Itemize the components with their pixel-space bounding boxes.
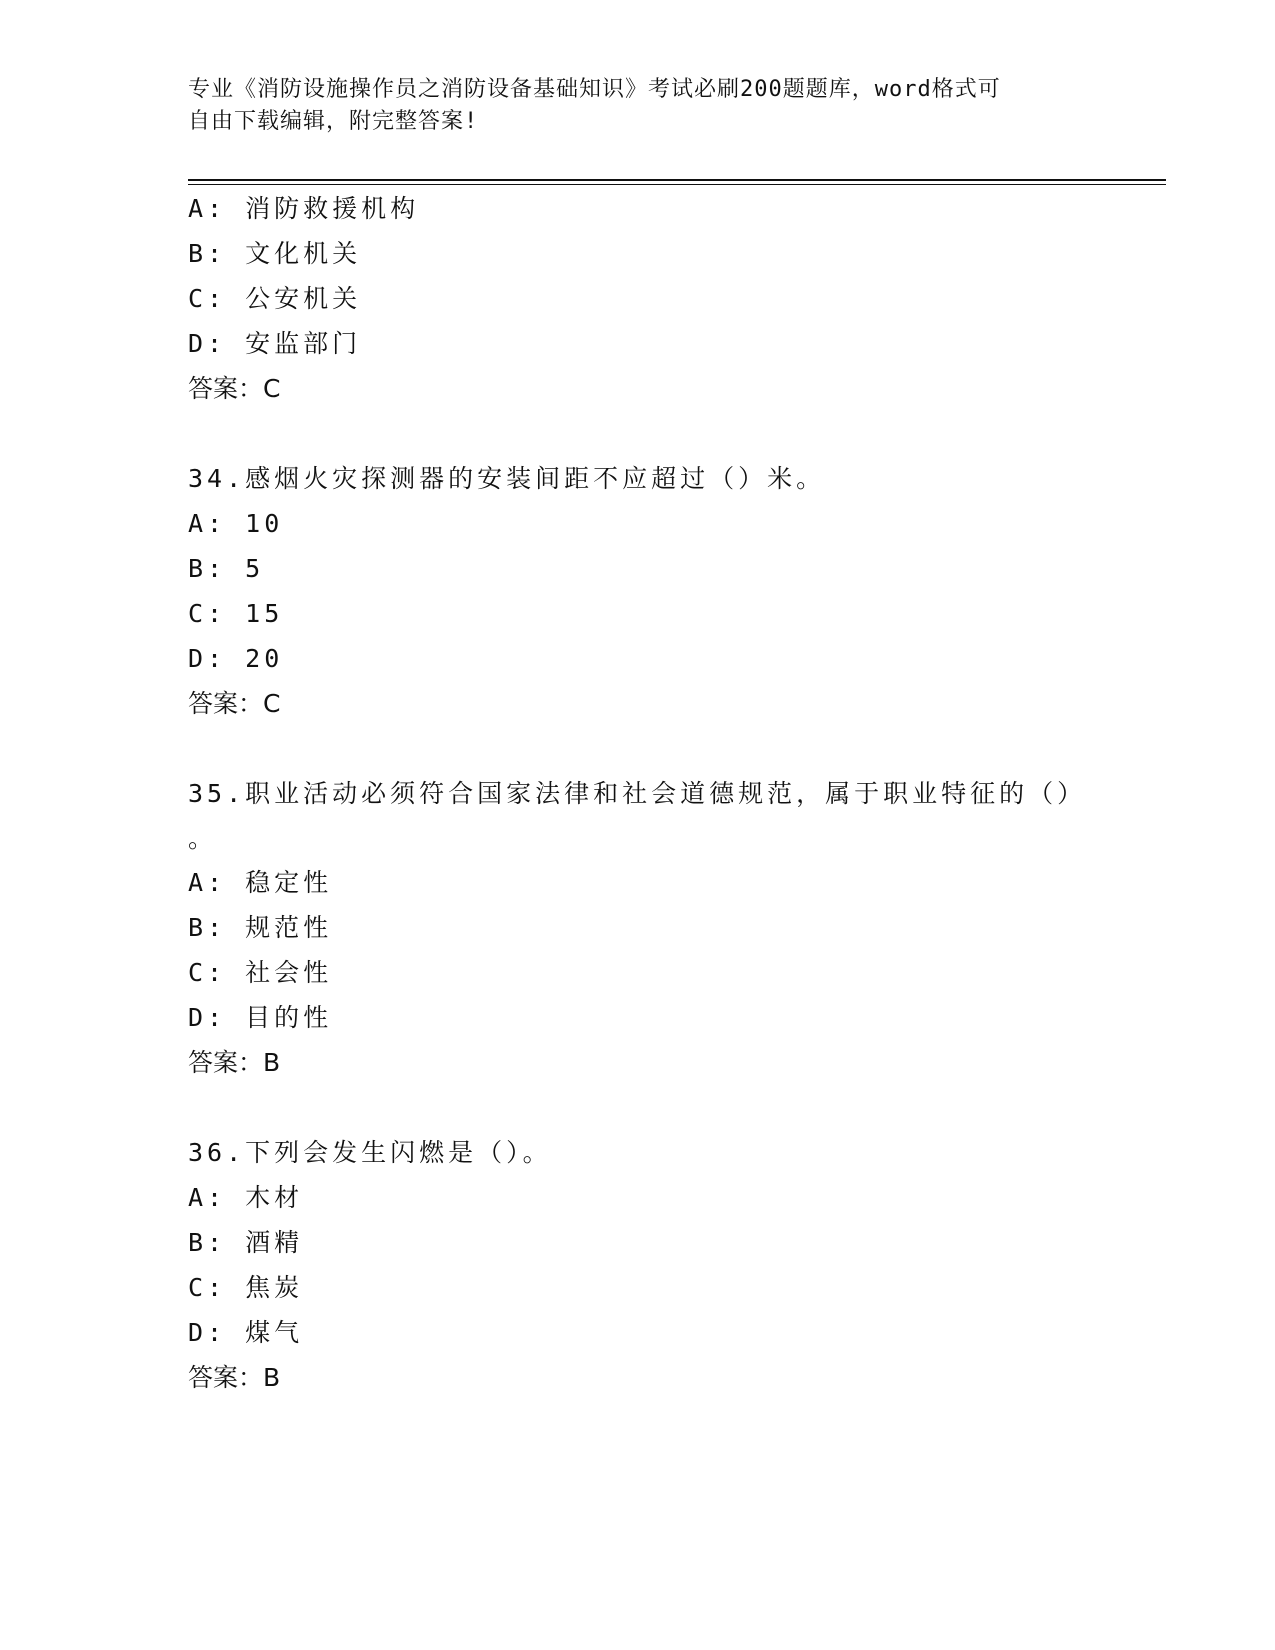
q34-answer: 答案：C — [188, 689, 281, 718]
q33-option-d: D: 安监部门 — [188, 329, 362, 358]
q33-answer: 答案：C — [188, 374, 281, 403]
q34-question: 34.感烟火灾探测器的安装间距不应超过（）米。 — [188, 464, 826, 493]
q35-option-b: B: 规范性 — [188, 913, 333, 942]
q33-option-c: C: 公安机关 — [188, 284, 362, 313]
q35-question-line-1: 35.职业活动必须符合国家法律和社会道德规范，属于职业特征的（） — [188, 779, 1087, 808]
q35-option-c: C: 社会性 — [188, 958, 333, 987]
header-title-line-1: 专业《消防设施操作员之消防设备基础知识》考试必刷200题题库，word格式可 — [188, 77, 1001, 102]
q36-option-d: D: 煤气 — [188, 1318, 304, 1347]
q33-option-b: B: 文化机关 — [188, 239, 362, 268]
q36-answer: 答案：B — [188, 1363, 281, 1392]
document-header — [188, 74, 1088, 138]
q35-option-a: A: 稳定性 — [188, 868, 333, 897]
q34-option-a: A: 10 — [188, 509, 284, 538]
q34-option-d: D: 20 — [188, 644, 284, 673]
header-title-line-2: 自由下载编辑，附完整答案! — [188, 109, 479, 134]
q33-option-a: A: 消防救援机构 — [188, 194, 420, 223]
q35-question-line-2: 。 — [188, 824, 218, 853]
q35-answer: 答案：B — [188, 1048, 281, 1077]
q36-option-c: C: 焦炭 — [188, 1273, 304, 1302]
header-divider-thin — [188, 184, 1166, 185]
q36-option-b: B: 酒精 — [188, 1228, 304, 1257]
q34-option-b: B: 5 — [188, 554, 265, 583]
q34-option-c: C: 15 — [188, 599, 284, 628]
header-divider-thick — [188, 179, 1166, 181]
q36-question: 36.下列会发生闪燃是（）。 — [188, 1138, 552, 1167]
q35-option-d: D: 目的性 — [188, 1003, 333, 1032]
q36-option-a: A: 木材 — [188, 1183, 304, 1212]
